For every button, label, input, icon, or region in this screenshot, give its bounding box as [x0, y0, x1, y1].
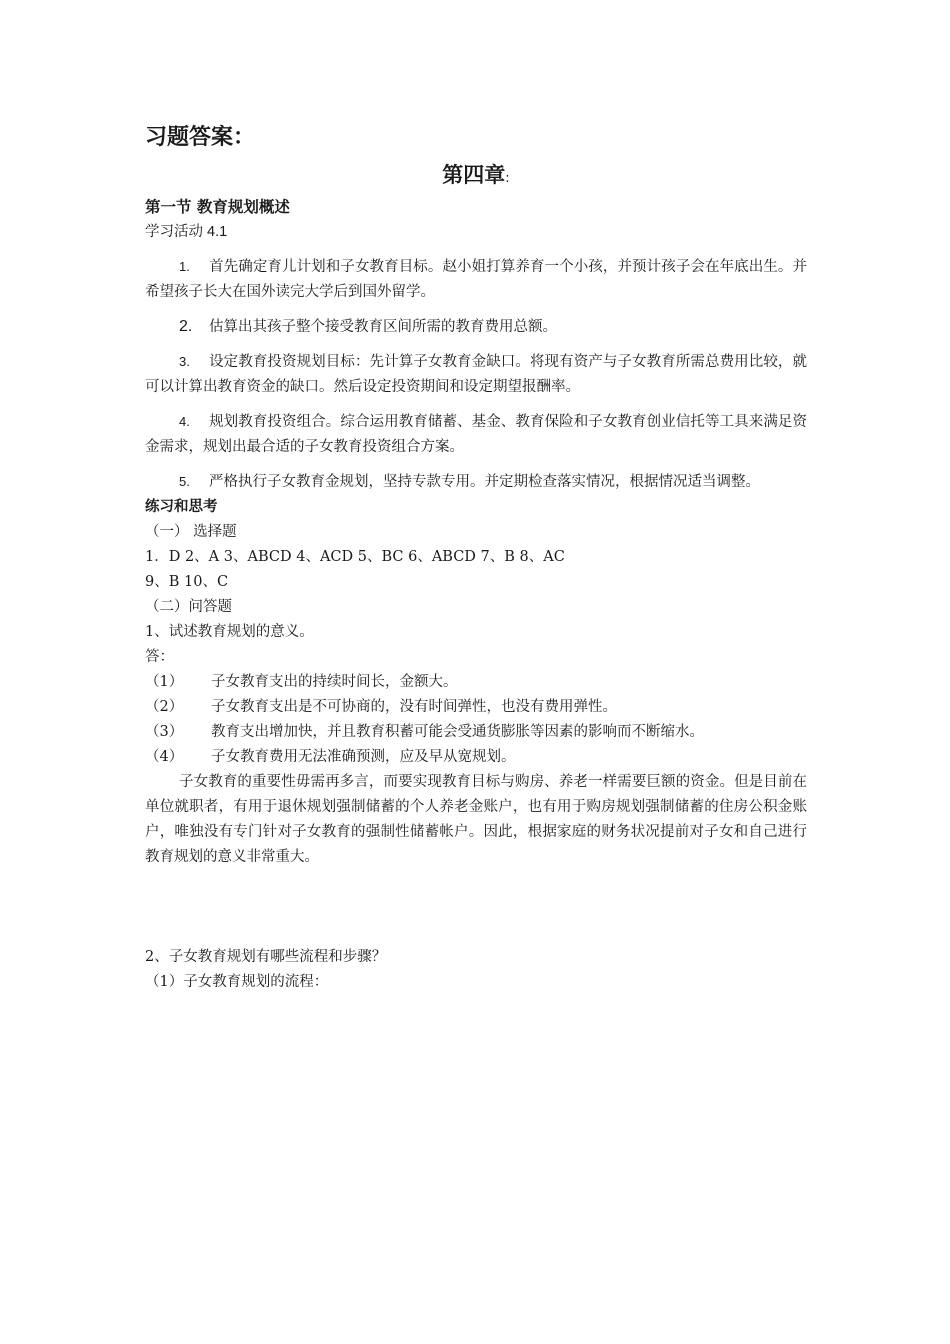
- point-text: 教育支出增加快，并且教育积蓄可能会受通货膨胀等因素的影响而不断缩水。: [211, 724, 704, 740]
- blank-space: [145, 870, 807, 945]
- step-text: 估算出其孩子整个接受教育区间所需的教育费用总额。: [209, 319, 557, 335]
- question-2-sub-1: （1）子女教育规划的流程：: [145, 974, 329, 990]
- step-2: [145, 314, 807, 340]
- section-title: 第一节 教育规划概述: [145, 198, 290, 216]
- point-index: （4）: [145, 749, 184, 765]
- step-number: 1.: [179, 259, 190, 274]
- document-page: [145, 120, 807, 995]
- step-number: 5.: [179, 474, 190, 489]
- chapter-title-colon: :: [505, 171, 510, 186]
- step-text: 首先确定育儿计划和子女教育目标。赵小姐打算养育一个小孩，并预计孩子会在年底出生。并希望孩子长大在国外读完大学后到国外留学。: [145, 259, 807, 300]
- question-1: 1、试述教育规划的意义。: [145, 624, 314, 640]
- point-text: 子女教育支出的持续时间长，金额大。: [211, 674, 458, 690]
- answer-label: 答：: [145, 649, 174, 665]
- doc-title: 习题答案：: [145, 125, 256, 150]
- step-number: 3.: [179, 354, 190, 369]
- choice-heading: （一） 选择题: [145, 524, 237, 540]
- step-text: 严格执行子女教育金规划，坚持专款专用。并定期检查落实情况，根据情况适当调整。: [209, 474, 760, 490]
- step-text: 设定教育投资规划目标：先计算子女教育金缺口。将现有资产与子女教育所需总费用比较，就可以计算出教育资金的缺口。然后设定投资期间和设定期望报酬率。: [145, 354, 807, 395]
- question-2: 2、子女教育规划有哪些流程和步骤？: [145, 949, 387, 965]
- answer-point-2: [145, 695, 807, 720]
- practice-heading: 练习和思考: [145, 499, 218, 515]
- chapter-title: [145, 156, 807, 194]
- step-text: 规划教育投资组合。综合运用教育储蓄、基金、教育保险和子女教育创业信托等工具来满足资金需求，规划出最合适的子女教育投资组合方案。: [145, 414, 807, 455]
- point-index: （3）: [145, 724, 184, 740]
- chapter-title-text: 第四章: [442, 163, 506, 187]
- point-index: （1）: [145, 674, 184, 690]
- answer-point-1: [145, 670, 807, 695]
- step-5: [145, 469, 807, 495]
- activity-label: 学习活动 4.1: [145, 224, 228, 240]
- answer-point-3: [145, 720, 807, 745]
- choice-answers-line-1: 1．D 2、A 3、ABCD 4、ACD 5、BC 6、ABCD 7、B 8、AC: [145, 549, 565, 565]
- point-text: 子女教育支出是不可协商的，没有时间弹性，也没有费用弹性。: [211, 699, 617, 715]
- answer-point-4: [145, 745, 807, 770]
- step-1: [145, 254, 807, 305]
- point-text: 子女教育费用无法准确预测，应及早从宽规划。: [211, 749, 516, 765]
- step-3: [145, 349, 807, 400]
- answer-summary: 子女教育的重要性毋需再多言，而要实现教育目标与购房、养老一样需要巨额的资金。但是目前在单位就职者，有用于退休规划强制储蓄的个人养老金账户，也有用于购房规划强制储蓄的住房公积金账户，唯独没有专门针对子女教育的强制性储蓄帐户。因此，根据家庭的财务状况提前对子女和自己进行教育规划的意义非常重大。: [145, 774, 807, 865]
- step-number: 4.: [179, 414, 190, 429]
- step-4: [145, 409, 807, 460]
- point-index: （2）: [145, 699, 184, 715]
- choice-answers-line-2: 9、B 10、C: [145, 574, 229, 590]
- qa-heading: （二）问答题: [145, 599, 232, 615]
- step-number: 2.: [179, 318, 193, 335]
